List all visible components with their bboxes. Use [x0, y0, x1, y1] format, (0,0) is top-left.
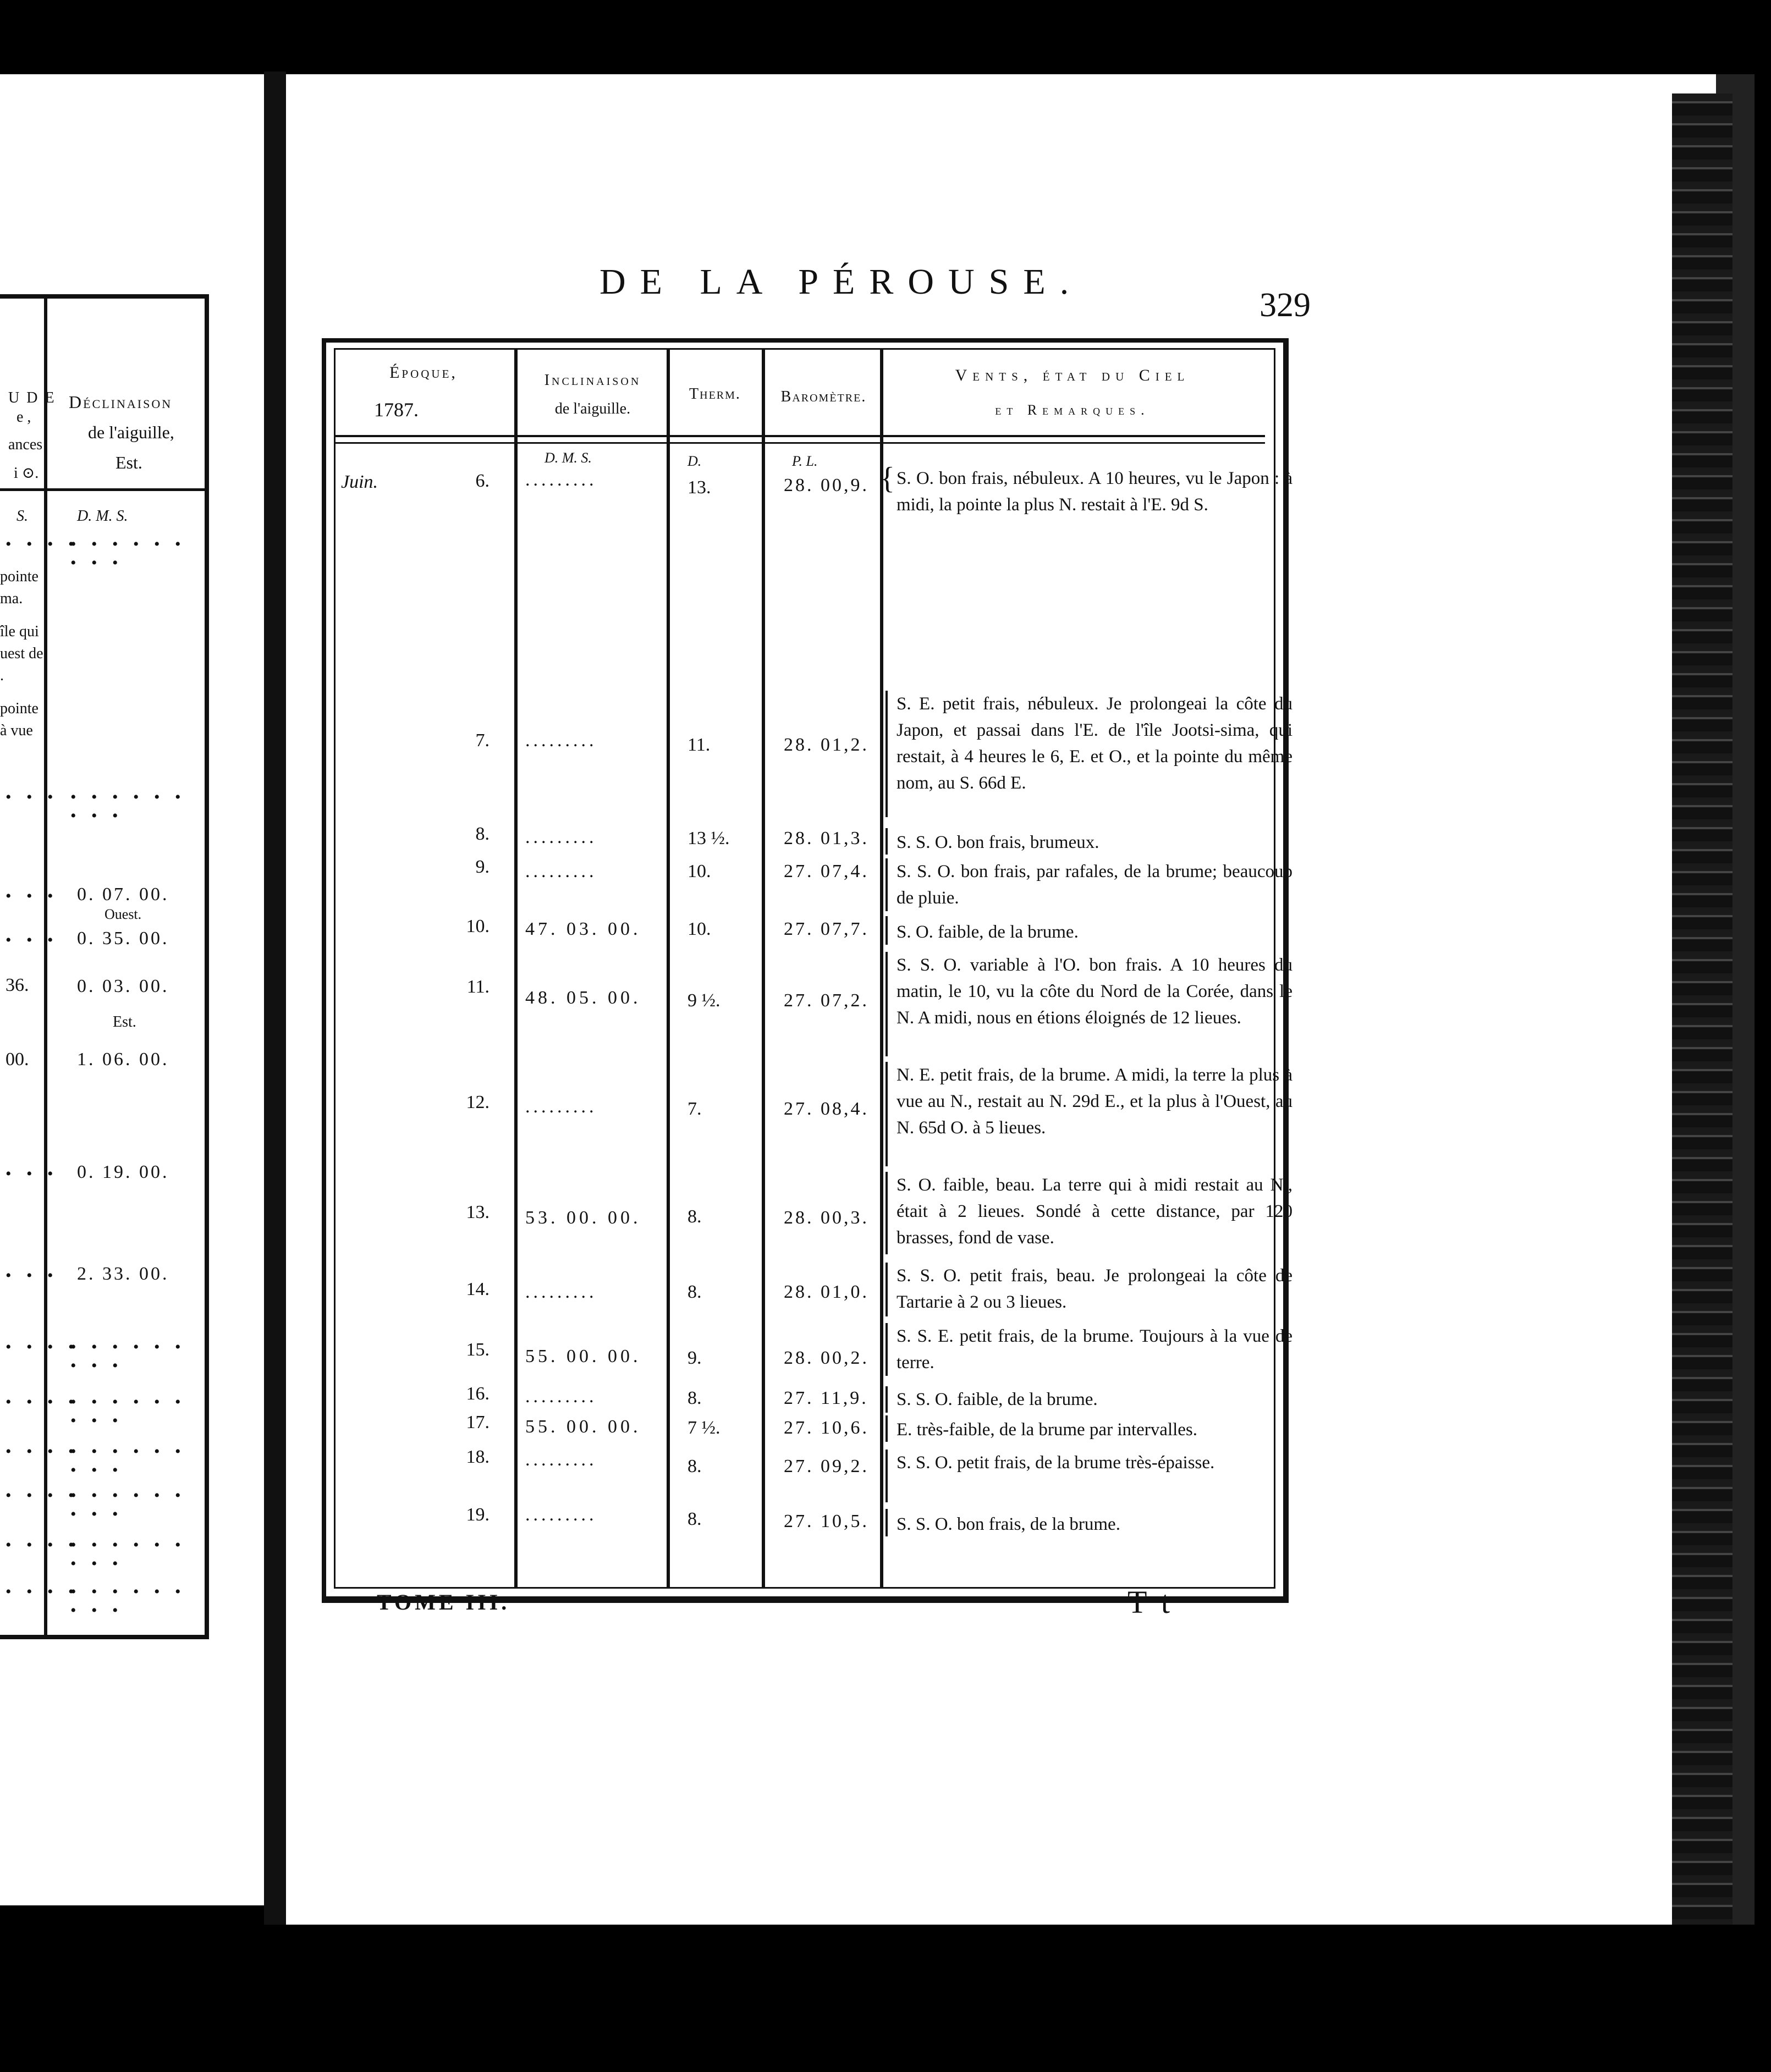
therm-header: Therm.	[689, 385, 741, 403]
row-day: 19.	[466, 1505, 490, 1525]
column-divider	[880, 350, 883, 1587]
row-baro: 28. 01,0.	[784, 1282, 869, 1302]
dotted-leader: • • • •	[6, 535, 80, 553]
running-head: DE LA PÉROUSE.	[600, 262, 1084, 302]
signature-mark: T t	[1128, 1584, 1173, 1620]
row-inclinaison: 48. 05. 00.	[525, 988, 641, 1008]
dotted-leader: • • •	[6, 788, 59, 806]
row-day: 7.	[475, 730, 490, 751]
row-day: 10.	[466, 916, 490, 936]
left-note: ma.	[0, 590, 23, 607]
column-divider	[44, 299, 47, 1635]
row-inclinaison: .........	[525, 827, 597, 847]
dotted-leader: • • • •	[6, 1442, 80, 1461]
barometre-header: Baromètre.	[780, 388, 867, 405]
row-baro: 27. 09,2.	[784, 1456, 869, 1476]
row-therm: 13.	[688, 477, 711, 498]
declinaison-value: 0. 35. 00.	[77, 928, 169, 949]
row-therm: 8.	[688, 1456, 702, 1476]
inclinaison-unit: D. M. S.	[544, 450, 592, 466]
bracket	[886, 952, 888, 1056]
row-remarks: S. S. O. variable à l'O. bon frais. A 10 heures du matin, le 10, vu la côte du Nord de la Corée, dans le N. A midi, nous en étions éloignés de 12 lieues.	[897, 955, 1292, 1028]
row-inclinaison: .........	[525, 1282, 597, 1302]
row-therm: 10.	[688, 861, 711, 881]
row-day: 15.	[466, 1340, 490, 1360]
row-day: 16.	[466, 1384, 490, 1404]
row-day: 11.	[466, 977, 490, 997]
meteorological-table	[322, 338, 1292, 1603]
bracket	[886, 828, 888, 855]
book-gutter	[264, 71, 286, 1936]
row-therm: 7 ½.	[688, 1418, 721, 1438]
tome-footer: TOME III.	[377, 1590, 510, 1614]
row-day: 18.	[466, 1447, 490, 1467]
year-header: 1787.	[374, 399, 419, 421]
row-therm: 11.	[688, 735, 711, 755]
row-remarks: S. E. petit frais, nébuleux. Je prolongeai la côte du Japon, et passai dans l'E. de l'île Jootsi-sima, qui restait, à 4 heures le 6, E. et O., et la pointe du même nom, au S. 66d E.	[897, 694, 1292, 793]
bracket	[886, 1450, 888, 1502]
dotted-leader: • • •	[6, 887, 59, 905]
dotted-leader: • • • • • • • • •	[70, 1338, 186, 1375]
row-baro: 27. 07,4.	[784, 861, 869, 881]
row-inclinaison: .........	[525, 861, 597, 881]
row-inclinaison: 47. 03. 00.	[525, 919, 641, 939]
vents-subheader: et Remarques.	[995, 402, 1150, 418]
left-value: 00.	[6, 1049, 29, 1070]
dotted-leader: • • •	[6, 1266, 59, 1285]
dotted-leader: • • • • • • • • •	[70, 788, 186, 825]
month-label: Juin.	[341, 472, 378, 492]
bracket	[886, 858, 888, 911]
brace: {	[880, 461, 895, 495]
row-therm: 9.	[688, 1348, 702, 1368]
row-inclinaison: .........	[525, 470, 597, 490]
row-therm: 13 ½.	[688, 828, 730, 848]
header-rule	[0, 488, 205, 491]
row-remarks: S. S. E. petit frais, de la brume. Toujours à la vue de terre.	[897, 1326, 1292, 1373]
row-remarks: S. S. O. petit frais, beau. Je prolongeai la côte de Tartarie à 2 ou 3 lieues.	[897, 1266, 1292, 1312]
left-note: .	[0, 667, 4, 684]
row-day: 14.	[466, 1279, 490, 1299]
row-remarks: E. très-faible, de la brume par intervalles.	[897, 1420, 1198, 1440]
baro-unit: P. L.	[792, 453, 818, 469]
row-day: 12.	[466, 1092, 490, 1112]
row-day: 9.	[475, 857, 490, 877]
declinaison-header: Déclinaison	[69, 392, 173, 412]
dotted-leader: • • • • • • • • •	[70, 1486, 186, 1523]
header-rule	[336, 442, 1265, 444]
column-divider	[514, 350, 518, 1587]
table-inner-frame	[334, 348, 1292, 1589]
row-baro: 28. 01,2.	[784, 735, 869, 755]
row-remarks: S. O. faible, beau. La terre qui à midi restait au N., était à 2 lieues. Sondé à cette distance, par 120 brasses, fond de vase.	[897, 1175, 1292, 1248]
row-baro: 27. 08,4.	[784, 1099, 869, 1119]
row-remarks: S. S. O. petit frais, de la brume très-épaisse.	[897, 1453, 1215, 1473]
bracket	[886, 1509, 888, 1536]
row-inclinaison: .........	[525, 1505, 597, 1525]
declinaison-value: 0. 07. 00.	[77, 884, 169, 905]
row-baro: 28. 00,2.	[784, 1348, 869, 1368]
declinaison-subheader: de l'aiguille,	[88, 422, 174, 442]
row-baro: 27. 07,2.	[784, 990, 869, 1011]
left-page-table	[0, 294, 209, 1639]
row-baro: 27. 11,9.	[784, 1388, 868, 1408]
declinaison-unit: D. M. S.	[77, 508, 128, 525]
row-remarks: S. S. O. bon frais, de la brume.	[897, 1514, 1120, 1534]
row-therm: 9 ½.	[688, 990, 721, 1011]
row-therm: 8.	[688, 1206, 702, 1227]
dotted-leader: • • • •	[6, 1536, 80, 1554]
row-baro: 28. 00,3.	[784, 1208, 869, 1228]
row-therm: 7.	[688, 1099, 702, 1119]
row-baro: 28. 01,3.	[784, 828, 869, 848]
column-divider	[762, 350, 765, 1587]
bracket	[886, 1263, 888, 1316]
row-remarks: N. E. petit frais, de la brume. A midi, la terre la plus à vue au N., restait au N. 29d E., et la plus à l'Ouest, au N. 65d O. à 5 lieues.	[897, 1065, 1292, 1138]
left-note: pointe	[0, 568, 38, 585]
dotted-leader: • • •	[6, 1165, 59, 1183]
dotted-leader: • • • •	[6, 1338, 80, 1356]
row-inclinaison: .........	[525, 730, 597, 751]
declinaison-note: Est.	[113, 1013, 136, 1031]
left-unit: S.	[16, 508, 28, 525]
left-note: île qui	[0, 623, 39, 640]
row-therm: 8.	[688, 1388, 702, 1408]
dotted-leader: • • •	[6, 931, 59, 949]
left-value: 36.	[6, 975, 29, 995]
dotted-leader: • • • • • • • • •	[70, 1442, 186, 1479]
declinaison-value: 2. 33. 00.	[77, 1264, 169, 1284]
row-day: 8.	[475, 824, 490, 844]
declinaison-value: 0. 19. 00.	[77, 1162, 169, 1182]
left-header-line: U D E	[8, 389, 56, 406]
row-inclinaison: 53. 00. 00.	[525, 1208, 641, 1228]
header-rule	[336, 435, 1265, 437]
dotted-leader: • • • • • • • • •	[70, 1536, 186, 1573]
dotted-leader: • • • • • • • • •	[70, 1393, 186, 1430]
row-therm: 10.	[688, 919, 711, 939]
row-remarks: S. S. O. bon frais, par rafales, de la brume; beaucoup de pluie.	[897, 862, 1292, 908]
row-baro: 27. 10,6.	[784, 1418, 869, 1438]
bracket	[886, 1386, 888, 1413]
scan-border	[264, 1925, 1771, 2072]
row-inclinaison: 55. 00. 00.	[525, 1346, 641, 1366]
left-header-line: i ⊙.	[14, 465, 39, 482]
column-divider	[667, 350, 670, 1587]
bracket	[886, 916, 888, 945]
left-header-line: ances	[8, 436, 43, 453]
row-day: 6.	[475, 471, 490, 491]
row-baro: 27. 10,5.	[784, 1511, 869, 1531]
row-remarks: S. S. O. faible, de la brume.	[897, 1390, 1098, 1409]
row-baro: 28. 00,9.	[784, 475, 869, 495]
left-header-line: e ,	[16, 409, 31, 426]
page-edge	[1672, 93, 1733, 1985]
bracket	[886, 1172, 888, 1254]
row-remarks: S. O. bon frais, nébuleux. A 10 heures, vu le Japon : à midi, la pointe la plus N. restait à l'E. 9d S.	[897, 469, 1292, 515]
epoque-header: Époque,	[389, 363, 458, 382]
row-remarks: S. S. O. bon frais, brumeux.	[897, 833, 1099, 852]
left-note: pointe	[0, 700, 38, 717]
declinaison-value: 0. 03. 00.	[77, 976, 169, 996]
dotted-leader: • • • •	[6, 1486, 80, 1505]
row-inclinaison: .........	[525, 1450, 597, 1470]
vents-header: Vents, état du Ciel	[955, 366, 1190, 384]
bracket	[886, 1062, 888, 1166]
row-day: 13.	[466, 1202, 490, 1222]
row-therm: 8.	[688, 1282, 702, 1302]
left-note: uest de	[0, 645, 43, 662]
row-baro: 27. 07,7.	[784, 919, 869, 939]
row-inclinaison: .........	[525, 1386, 597, 1407]
page-number: 329	[1260, 286, 1311, 324]
inclinaison-header: Inclinaison	[544, 372, 641, 389]
declinaison-value: 1. 06. 00.	[77, 1049, 169, 1070]
row-inclinaison: .........	[525, 1096, 597, 1117]
left-page	[0, 74, 264, 1905]
declinaison-est: Est.	[116, 453, 142, 472]
bracket	[886, 691, 888, 817]
dotted-leader: • • • •	[6, 1583, 80, 1601]
inclinaison-subheader: de l'aiguille.	[554, 400, 631, 417]
dotted-leader: • • • • • • • • •	[70, 1583, 186, 1619]
therm-unit: D.	[688, 453, 702, 469]
bracket	[886, 1323, 888, 1376]
row-day: 17.	[466, 1412, 490, 1432]
dotted-leader: • • • •	[6, 1393, 80, 1411]
row-inclinaison: 55. 00. 00.	[525, 1417, 641, 1437]
left-note: à vue	[0, 722, 33, 739]
row-remarks: S. O. faible, de la brume.	[897, 922, 1079, 942]
row-therm: 8.	[688, 1509, 702, 1529]
bracket	[886, 1415, 888, 1442]
dotted-leader: • • • • • • • • •	[70, 535, 186, 572]
declinaison-note: Ouest.	[105, 906, 142, 922]
